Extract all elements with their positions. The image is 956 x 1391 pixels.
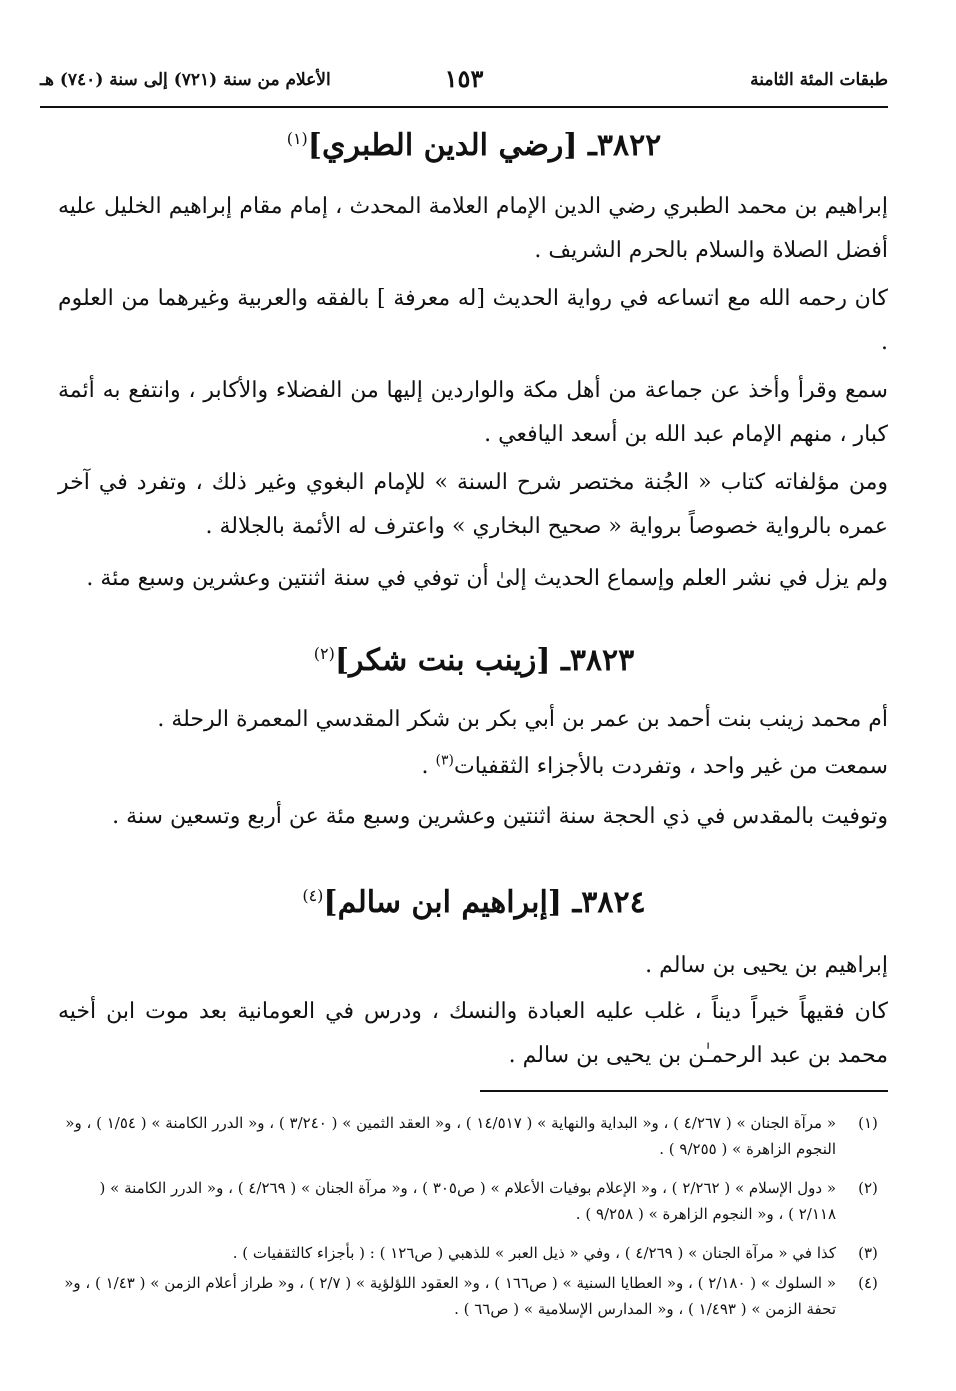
entry-title-text: ٣٨٢٢ـ [رضي الدين الطبري] [307,128,662,163]
footnote [58,1240,888,1266]
page-number: ١٥٣ [444,64,484,93]
paragraph-text: سمعت من غير واحد ، وتفردت بالأجزاء الثقفيات [454,754,888,779]
entry-title-3824 [60,885,888,920]
footnote-ref: (٤) [302,886,324,905]
footnote-rule [480,1090,888,1092]
paragraph: وتوفيت بالمقدس في ذي الحجة سنة اثنتين وعشرين وسبع مئة عن أربع وتسعين سنة . [112,804,888,829]
paragraph: أم محمد زينب بنت أحمد بن عمر بن أبي بكر بن شكر المقدسي المعمرة الرحلة . [157,707,888,732]
header-rule [40,106,888,108]
footnote [58,1175,888,1227]
footnote [58,1270,888,1322]
entry-title-3822 [60,128,888,163]
paragraph: ولم يزل في نشر العلم وإسماع الحديث إلىٰ أن توفي في سنة اثنتين وعشرين وسبع مئة . [86,566,888,591]
footnote-ref: (١) [286,129,308,148]
footnote-number: (١) [858,1114,878,1132]
entry-title-3823 [60,643,888,678]
footnote-text: « دول الإسلام » ( ٢/٢٦٢ ) ، و« الإعلام بوفيات الأعلام » ( ص٣٠٥ ) ، و« مرآة الجنان » ( ٤/٢٦٩ ) ، و« الدرر الكامنة » ( ٢/١١٨ ) ، و« النجوم الزاهرة » ( ٩/٢٥٨ ) . [99,1179,836,1223]
footnote-text: « السلوك » ( ٢/١٨٠ ) ، و« العطايا السنية » ( ص١٦٦ ) ، و« العقود اللؤلؤية » ( ٢/٧ ) ، و« طراز أعلام الزمن » ( ١/٤٣ ) ، و« تحفة الزمن » ( ١/٤٩٣ ) ، و« المدارس الإسلامية » ( ص٦٦ ) . [64,1274,836,1318]
running-header [40,66,888,106]
paragraph: كان رحمه الله مع اتساعه في رواية الحديث [له معرفة ] بالفقه والعربية وغيرهما من العلوم . [58,286,888,355]
paragraph [58,745,888,789]
footnote-ref: (٣) [435,752,455,769]
footnote-number: (٢) [858,1179,878,1197]
header-date-range: الأعلام من سنة (٧٢١) إلى سنة (٧٤٠) هـ [40,70,331,90]
paragraph: إبراهيم بن محمد الطبري رضي الدين الإمام العلامة المحدث ، إمام مقام إبراهيم الخليل عليه أفضل الصلاة والسلام بالحرم الشريف . [58,194,888,263]
footnote-text: « مرآة الجنان » ( ٤/٢٦٧ ) ، و« البداية والنهاية » ( ١٤/٥١٧ ) ، و« العقد الثمين » ( ٣/٢٤٠ ) ، و« الدرر الكامنة » ( ١/٥٤ ) ، و« النجوم الزاهرة » ( ٩/٢٥٥ ) . [65,1114,836,1158]
header-section-title: طبقات المئة الثامنة [750,70,888,90]
footnote-number: (٤) [858,1274,878,1292]
paragraph: إبراهيم بن يحيى بن سالم . [645,953,888,978]
entry-title-text: ٣٨٢٣ـ [زينب بنت شكر] [334,643,635,678]
paragraph: ومن مؤلفاته كتاب « الجُنة مختصر شرح السنة » للإمام البغوي وغير ذلك ، وتفرد في آخر عمره بالرواية خصوصاً برواية « صحيح البخاري » واعترف له الأئمة بالجلالة . [58,470,888,539]
footnote [58,1110,888,1162]
entry-title-text: ٣٨٢٤ـ [إبراهيم ابن سالم] [323,885,646,920]
footnote-text: كذا في « مرآة الجنان » ( ٤/٢٦٩ ) ، وفي « ذيل العبر » للذهبي ( ص١٢٦ ) : ( بأجزاء كالثقفيات ) . [232,1244,836,1262]
footnote-ref: (٢) [313,644,335,663]
footnote-number: (٣) [858,1244,878,1262]
paragraph: كان فقيهاً خيراً ديناً ، غلب عليه العبادة والنسك ، ودرس في العومانية بعد موت ابن أخيه محمد بن عبد الرحمـٰن بن يحيى بن سالم . [58,999,888,1068]
paragraph-tail: . [421,754,436,779]
paragraph: سمع وقرأ وأخذ عن جماعة من أهل مكة والواردين إليها من الفضلاء والأكابر ، وانتفع به أئمة كبار ، منهم الإمام عبد الله بن أسعد اليافعي . [58,378,888,447]
